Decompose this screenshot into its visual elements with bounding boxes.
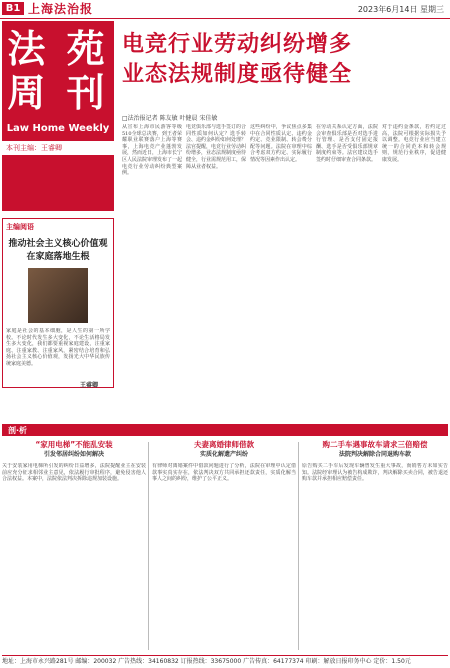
banner-english: Law Home Weekly — [6, 123, 110, 134]
headline-line1: 电竞行业劳动纠纷增多 — [122, 32, 353, 57]
section-article-3-title: 购二手车遇事故车请求三倍赔偿 — [322, 440, 428, 449]
column-divider — [148, 442, 149, 650]
section-article-2 — [152, 440, 296, 653]
section-article-2-title: 夫妻离婚律师借款 — [194, 440, 254, 449]
issue-date: 2023年6月14日 星期三 — [357, 5, 444, 14]
section-article-1-title: “家用电梯”不能乱安装 — [35, 440, 113, 449]
editor-column-label: 主编阅语 — [6, 223, 34, 231]
article-column-2: 电竞俱乐部与选手签订的合同性质如何认定？选手转会、违约金纠纷如何处理？法官提醒，电竞行业劳动纠纷增多，业态法规制度亟待健全，行业需规范用工，保障从业者权益。 — [186, 124, 246, 170]
banner-title — [2, 27, 114, 115]
section-banner — [2, 21, 114, 211]
banner-title-line2: 周 刊 — [7, 70, 109, 115]
page-number: B1 — [2, 2, 24, 15]
section-article-3-text: 原告购买二手车后发现车辆曾发生重大事故，而销售方未如实告知。法院经审理认为被告构成欺诈，判决解除买卖合同，被告退还购车款并承担相应赔偿责任。 — [302, 463, 448, 483]
section-article-2-subtitle: 实质化解遗产纠纷 — [199, 451, 248, 458]
editor-column-text: 家庭是社会的基本细胞，是人生的第一所学校。不论时代发生多大变化，不论生活格局发生多大变化，我们都要重视家庭建设，注重家庭、注重家教、注重家风，紧密结合培育和弘扬社会主义核心价值观，发扬光大中华民族传统家庭美德。 — [6, 328, 110, 367]
article-column-5: 对于违约金条款，若约定过高，法院可根据实际损失予以调整。电竞行业应当建立统一的合同范本和转会规则，规范行业秩序，促进健康发展。 — [382, 124, 446, 163]
column-divider — [298, 442, 299, 650]
section-article-3-subtitle: 法院判决解除合同退购车款 — [338, 451, 411, 458]
editor-column-title: 推动社会主义核心价值观在家庭落地生根 — [8, 239, 108, 262]
banner-title-line1: 法 苑 — [7, 26, 109, 71]
section-article-1-subtitle: 引发邻居纠纷如何解决 — [43, 451, 104, 458]
editor-signature: 王睿卿 — [80, 382, 99, 389]
paper-name: 上海法治报 — [28, 2, 94, 16]
section-article-3 — [302, 440, 448, 653]
headline — [122, 30, 442, 90]
editor-photo — [28, 268, 88, 323]
section-article-1-text: 关于安装家用电梯所引发的纠纷日益增多，法院提醒业主在安装前应充分征求相邻业主意见，依法履行审批程序，避免侵害他人合法权益。本案中，法院依法判决拆除违规加装设施。 — [2, 463, 146, 483]
article-column-3: 这些纠纷中，争议焦点多集中在合同性质认定、违约金约定、竞业限制、转会费分配等问题。法院在审理中综合考虑双方约定、实际履行情况等因素作出认定。 — [250, 124, 312, 163]
editor-credit: 本刊主编：王睿卿 — [6, 144, 62, 152]
headline-line2: 业态法规制度亟待健全 — [122, 62, 353, 87]
article-column-4: 在劳动关系认定方面，法院会审查俱乐部是否对选手进行管理、是否支付固定报酬、选手是否受俱乐部规章制度约束等。法官建议选手签约时仔细审查合同条款。 — [316, 124, 378, 163]
section-bar — [2, 424, 448, 436]
section-article-1 — [2, 440, 146, 653]
section-label: 剖·析 — [8, 426, 28, 435]
footer: 地址：上海市永兴路281号 邮编：200032 广告热线：34160832 订报热线：33675000 广告传真：64177374 印刷：解放日报印务中心 定价：1.50元 — [2, 655, 448, 668]
section-article-2-text: 有律师对离婚案件中借款问题进行了分析，法院在审理中认定借款事实真实存在，依法判决双方共同承担还款责任，实质化解当事人之间的纠纷，维护了公平正义。 — [152, 463, 296, 483]
byline: □法治报记者 陈友敏 叶健晨 宋佳敏 — [122, 115, 218, 122]
article-column-1: 从宣布上海市民游客等级510全球总决赛，到王者荣耀职业联赛落户上海等赛事，上海电竞产业蓬勃发展，然而近日，上海市长宁区人民法院审理发布了一起电竞行业劳动纠纷典型案例。 — [122, 124, 182, 177]
